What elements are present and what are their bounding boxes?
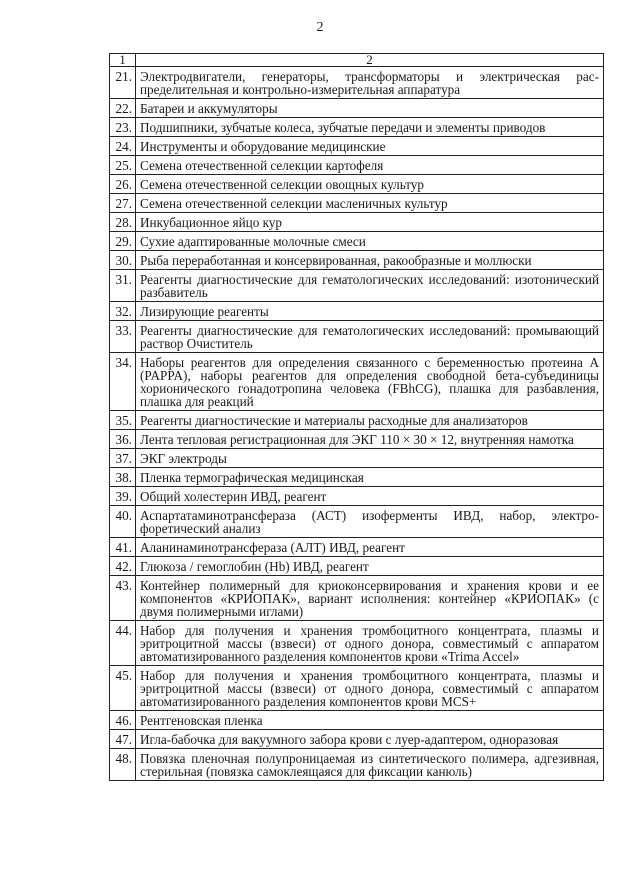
row-text: Игла-бабочка для вакуумного забора крови с луер-адаптером, одноразовая <box>136 730 604 749</box>
table-row <box>110 99 604 118</box>
row-text: Батареи и аккумуляторы <box>136 99 604 118</box>
row-text: Подшипники, зубчатые колеса, зубчатые передачи и элементы приводов <box>136 118 604 137</box>
table-row <box>110 321 604 353</box>
row-text: Реагенты диагностические для гематологических исследований: изотонический разбавитель <box>136 270 604 302</box>
table-row <box>110 449 604 468</box>
table-row <box>110 175 604 194</box>
table-row <box>110 213 604 232</box>
row-number: 47. <box>110 730 136 749</box>
table-row <box>110 468 604 487</box>
row-text: Рыба переработанная и консервированная, ракообразные и моллюски <box>136 251 604 270</box>
page-number: 2 <box>316 20 324 35</box>
table-row <box>110 302 604 321</box>
row-text: Лизирующие реагенты <box>136 302 604 321</box>
table-row <box>110 232 604 251</box>
table-row <box>110 621 604 666</box>
row-text: Наборы реагентов для определения связанного с беременностью протеина А (PAPPA), наборы реагентов для определения свободной бета-субъединицы хорионического гонадотропина человека (FBhCG), плашка для разбавления, плашка для реакций <box>136 353 604 411</box>
row-number: 23. <box>110 118 136 137</box>
row-text: Рентгеновская пленка <box>136 711 604 730</box>
row-text: Электродвигатели, генераторы, трансформаторы и электрическая распределительная и контрольно-измерительная аппаратура <box>136 67 604 99</box>
row-text: Сухие адаптированные молочные смеси <box>136 232 604 251</box>
row-number: 29. <box>110 232 136 251</box>
row-text: Глюкоза / гемоглобин (Hb) ИВД, реагент <box>136 557 604 576</box>
row-text: Контейнер полимерный для криоконсервирования и хранения крови и ее компонентов «КРИОПАК», вариант исполнения: контейнер «КРИОПАК» (с двумя полимерными иглами) <box>136 576 604 621</box>
table-row <box>110 411 604 430</box>
row-number: 37. <box>110 449 136 468</box>
row-number: 46. <box>110 711 136 730</box>
table-row <box>110 749 604 781</box>
table-row <box>110 156 604 175</box>
row-number: 32. <box>110 302 136 321</box>
row-text: Реагенты диагностические и материалы расходные для анализаторов <box>136 411 604 430</box>
row-text: Аспартатаминотрансфераза (АСТ) изоферменты ИВД, набор, электрофоретический анализ <box>136 506 604 538</box>
row-text: Набор для получения и хранения тромбоцитного концентрата, плазмы и эритроцитной массы (взвеси) от одного донора, совместимый с аппаратом автоматизированного разделения компонентов крови MCS+ <box>136 666 604 711</box>
table-row <box>110 730 604 749</box>
row-number: 34. <box>110 353 136 411</box>
row-text: Аланинаминотрансфераза (АЛТ) ИВД, реагент <box>136 538 604 557</box>
row-number: 48. <box>110 749 136 781</box>
table-row <box>110 557 604 576</box>
row-text: Реагенты диагностические для гематологических исследований: промывающий раствор Очиститель <box>136 321 604 353</box>
row-number: 43. <box>110 576 136 621</box>
row-text: Инкубационное яйцо кур <box>136 213 604 232</box>
row-text: Пленка термографическая медицинская <box>136 468 604 487</box>
row-number: 36. <box>110 430 136 449</box>
row-number: 25. <box>110 156 136 175</box>
table-row <box>110 137 604 156</box>
row-text: Семена отечественной селекции овощных культур <box>136 175 604 194</box>
row-number: 35. <box>110 411 136 430</box>
header-col-text: 2 <box>136 54 604 67</box>
table-row <box>110 430 604 449</box>
row-number: 40. <box>110 506 136 538</box>
items-table <box>109 53 604 781</box>
row-text: ЭКГ электроды <box>136 449 604 468</box>
row-number: 26. <box>110 175 136 194</box>
table-row <box>110 666 604 711</box>
table-row <box>110 67 604 99</box>
row-number: 21. <box>110 67 136 99</box>
row-number: 22. <box>110 99 136 118</box>
table-row <box>110 194 604 213</box>
table-row <box>110 487 604 506</box>
table-row <box>110 576 604 621</box>
table-row <box>110 538 604 557</box>
row-text: Инструменты и оборудование медицинские <box>136 137 604 156</box>
row-text: Семена отечественной селекции картофеля <box>136 156 604 175</box>
table-row <box>110 506 604 538</box>
row-text: Набор для получения и хранения тромбоцитного концентрата, плазмы и эритроцитной массы (взвеси) от одного донора, совместимый с аппаратом автоматизированного разделения компонентов крови «Trima Accel» <box>136 621 604 666</box>
row-number: 44. <box>110 621 136 666</box>
row-number: 38. <box>110 468 136 487</box>
table-header-row <box>110 54 604 67</box>
row-number: 31. <box>110 270 136 302</box>
table-row <box>110 270 604 302</box>
table-row <box>110 118 604 137</box>
table-body <box>110 67 604 781</box>
row-number: 41. <box>110 538 136 557</box>
table-row <box>110 251 604 270</box>
row-number: 39. <box>110 487 136 506</box>
row-number: 27. <box>110 194 136 213</box>
header-col-number: 1 <box>110 54 136 67</box>
table-row <box>110 711 604 730</box>
row-text: Лента тепловая регистрационная для ЭКГ 110 × 30 × 12, внутренняя намотка <box>136 430 604 449</box>
row-number: 30. <box>110 251 136 270</box>
row-number: 42. <box>110 557 136 576</box>
row-text: Общий холестерин ИВД, реагент <box>136 487 604 506</box>
row-number: 28. <box>110 213 136 232</box>
row-number: 33. <box>110 321 136 353</box>
table-row <box>110 353 604 411</box>
row-number: 24. <box>110 137 136 156</box>
row-text: Семена отечественной селекции масленичных культур <box>136 194 604 213</box>
row-text: Повязка пленочная полупроницаемая из синтетического полимера, адгезивная, стерильная (повязка самоклеящаяся для фиксации канюль) <box>136 749 604 781</box>
row-number: 45. <box>110 666 136 711</box>
